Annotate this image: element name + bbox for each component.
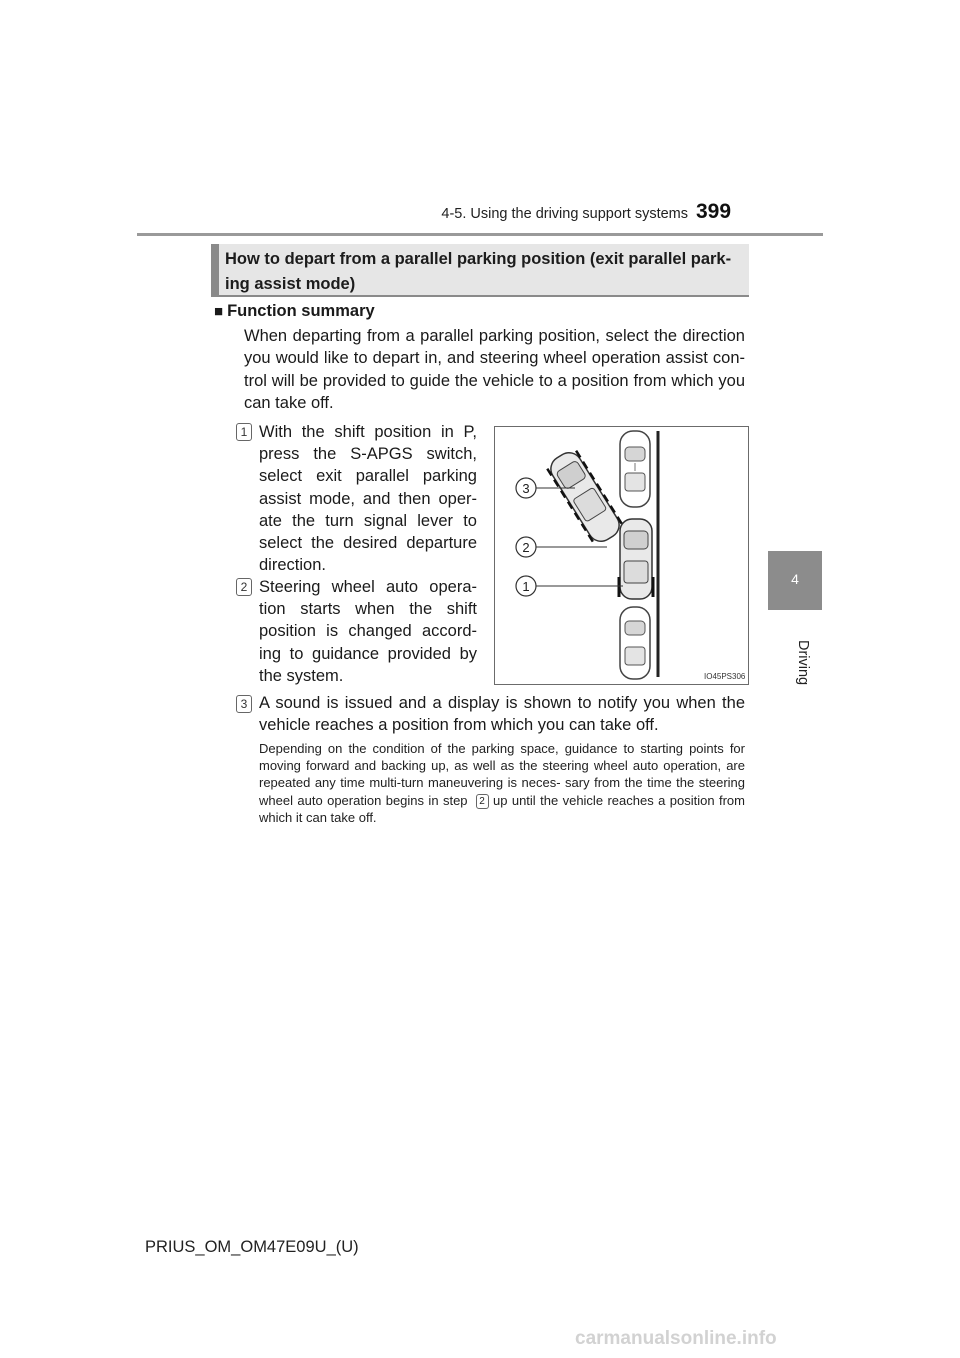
square-bullet-icon: ■ [214, 303, 224, 320]
step-1-number: 1 [236, 423, 252, 441]
page-number: 399 [696, 200, 732, 223]
step-3-text: A sound is issued and a display is shown to notify you when the vehicle reaches a position from which you can take off. [259, 694, 745, 735]
running-header-section: 4-5. Using the driving support systems [441, 206, 688, 222]
note-step-reference: 2 [476, 794, 489, 809]
step-2-number: 2 [236, 578, 252, 596]
note-text [259, 740, 745, 826]
section-heading-bar [211, 244, 219, 297]
header-divider [137, 233, 823, 236]
callout-2 [516, 537, 536, 557]
callout-3-label: 3 [522, 481, 530, 496]
note-text-main: Depending on the condition of the parking space, guidance to starting points for moving forward and backing up, as well as the steering wheel auto operation, are repeated any time multi-turn maneuvering is neces- sary from the time the steering wheel auto operation begins in step [259, 741, 745, 808]
parked-car-rear [620, 607, 650, 679]
step-3-number: 3 [236, 695, 252, 713]
note-text-after: up until the vehicle reaches a position from which it can take off. [259, 792, 745, 825]
function-summary-text: When departing from a parallel parking position, select the direction you would like to depart in, and steering wheel operation assist con- trol will be provided to guide the vehicle to a position from which you can take off. [244, 327, 745, 413]
watermark: carmanualsonline.info [575, 1328, 777, 1349]
callout-2-label: 2 [522, 540, 530, 555]
chapter-tab-number: 4 [791, 571, 799, 587]
callout-1-label: 1 [522, 579, 530, 594]
figure-code: IO45PS306 [704, 672, 746, 681]
section-title-line-2: ing assist mode) [225, 275, 356, 293]
parking-diagram-svg [495, 427, 748, 684]
function-summary-label: Function summary [227, 302, 375, 320]
parked-car-front [620, 431, 650, 507]
footer-doc-id: PRIUS_OM_OM47E09U_(U) [145, 1238, 359, 1256]
step-1-text: With the shift position in P, press the S-APGS switch, select exit parallel parking assist mode, and then oper- ate the turn signal lever to select the desired departure direction. [259, 423, 477, 575]
function-summary-heading [214, 302, 375, 321]
section-title-line-1: How to depart from a parallel parking position (exit parallel park- [225, 250, 732, 268]
chapter-tab-label: Driving [795, 640, 811, 686]
vehicle-start-position [619, 519, 653, 599]
callout-3 [516, 478, 536, 498]
callout-1 [516, 576, 536, 596]
parking-exit-diagram [494, 426, 749, 685]
step-2-text: Steering wheel auto opera- tion starts when the shift position is changed accord- ing to guidance provided by the system. [259, 578, 477, 685]
section-title [225, 247, 747, 297]
vehicle-exit-position [545, 447, 625, 546]
